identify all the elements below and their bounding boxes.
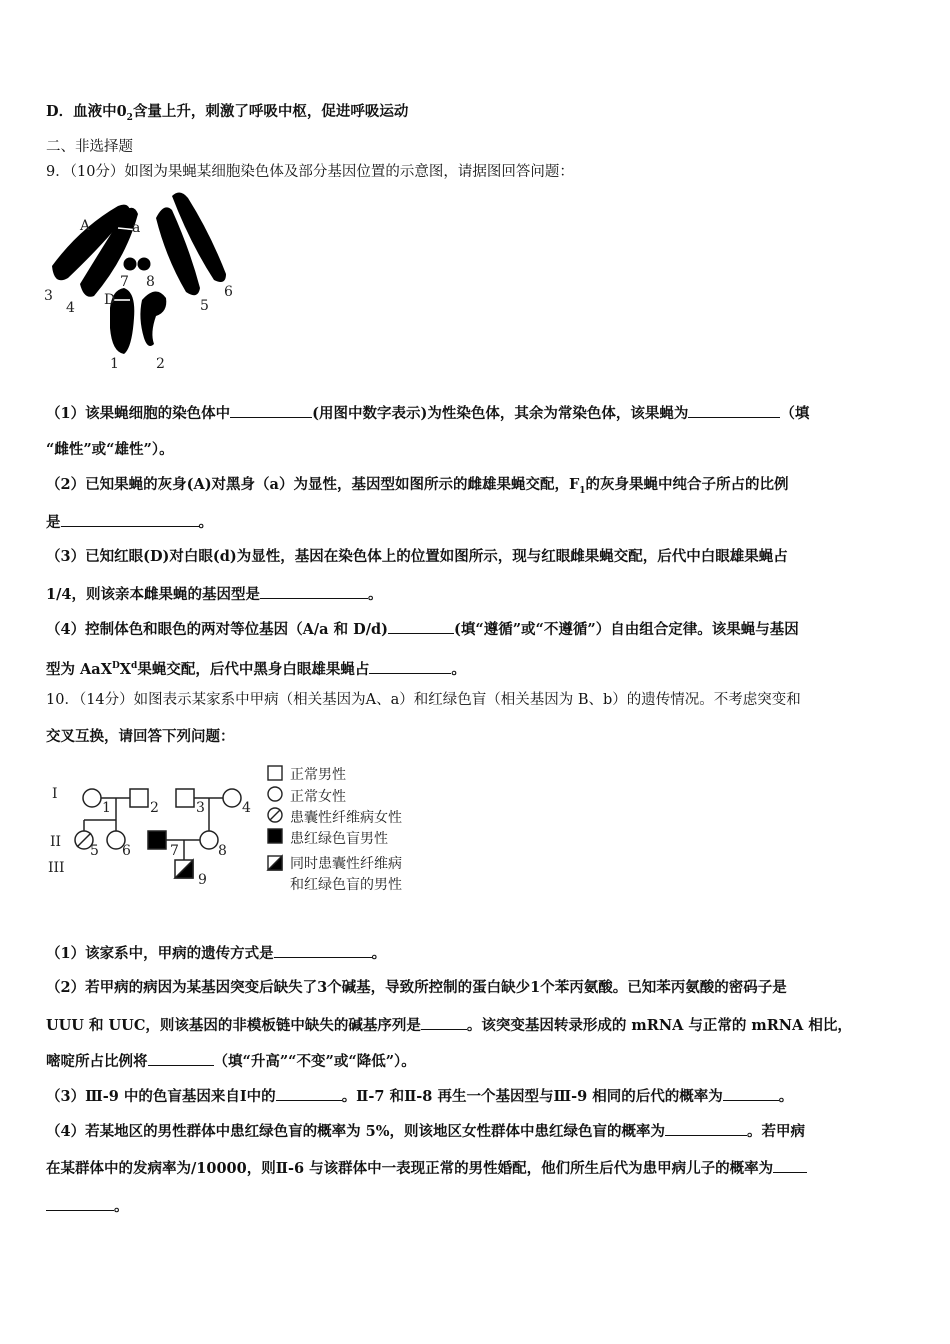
individual-I-1 [83,789,101,807]
q9-part1-cont: “雌性”或“雄性”）。 [46,441,174,458]
legend-normal-male: 正常男性 [290,767,346,783]
pedigree-legend-icons [266,764,286,874]
q10-2-text-b: UUU 和 UUC，则该基因的非模板链中缺失的碱基序列是 [46,1017,421,1034]
individual-I-2 [130,789,148,807]
q10-3-text-a: （3）Ⅲ-9 中的色盲基因来自Ⅰ中的 [46,1088,276,1105]
q10-intro: 10．（14分）如图表示某家系中甲病（相关基因为A、a）和红绿色盲（相关基因为 B、b）的遗传情况。不考虑突变和 [46,692,801,708]
answer-blank[interactable] [274,943,372,958]
q10-4-text-d: 。 [114,1198,129,1215]
chromosome-8 [138,258,151,271]
label-6: 6 [224,284,233,300]
q10-part4-cont2 [46,1196,129,1217]
answer-blank[interactable] [148,1051,214,1066]
q9-4-text-a: （4）控制体色和眼色的两对等位基因（A/a 和 D/d) [46,621,388,638]
label-2: 2 [156,356,165,372]
label-3: 3 [44,288,53,304]
chromosome-7 [124,258,137,271]
q10-part3 [46,1086,793,1107]
individual-II-8 [200,831,218,849]
q9-3-text-b: 1/4，则该亲本雌果蝇的基因型是 [46,586,260,603]
legend-cf-female: 患囊性纤维病女性 [290,810,402,826]
q9-part4 [46,619,799,640]
legend-normal-female: 正常女性 [290,789,346,805]
q10-part2: （2）若甲病的病因为某基因突变后缺失了3个碱基，导致所控制的蛋白缺少1个苯丙氨酸。已知苯丙氨酸的密码子是 [46,979,787,996]
number-4: 4 [242,800,251,816]
q10-part1 [46,943,386,964]
q9-4-text-d: 果蝇交配，后代中黑身白眼雄果蝇占 [137,660,370,678]
q10-4-text-a: （4）若某地区的男性群体中患红绿色盲的概率为 5%，则该地区女性群体中患红绿色盲的概率为 [46,1123,666,1140]
q10-1-text-a: （1）该家系中，甲病的遗传方式是 [46,945,274,962]
number-7: 7 [170,843,179,859]
q9-3-text-c: 。 [367,586,383,603]
q9-2-text-a: （2）已知果蝇的灰身(A)对黑身（a）为显性，基因型如图所示的雌雄果蝇交配，F [46,476,580,493]
option-d-tail: 含量上升，刺激了呼吸中枢，促进呼吸运动 [132,103,409,120]
individual-I-3 [176,789,194,807]
generation-label-III: III [48,860,65,876]
pedigree-chart [44,760,260,890]
legend-normal-male-icon [268,766,282,780]
answer-blank[interactable] [421,1015,467,1030]
answer-blank[interactable] [388,619,454,634]
q9-2-text-d: 。 [198,514,213,531]
individual-II-7 [148,831,166,849]
option-d-text: D．血液中0 [46,103,127,120]
number-8: 8 [218,843,227,859]
q9-1-text-c: （填 [780,405,810,422]
q10-4-text-c: 在某群体中的发病率为/10000，则Ⅱ-6 与该群体中一表现正常的男性婚配，他们所生后代为患甲病儿子的概率为 [46,1160,774,1177]
q10-4-text-b: 。若甲病 [747,1123,806,1140]
q9-part4-cont [46,656,466,680]
q9-4-text-c: 型为 AaX [46,660,112,678]
answer-blank[interactable] [46,1196,114,1211]
superscript-D: D [111,661,120,671]
q10-2-text-c: 。该突变基因转录形成的 mRNA 与正常的 mRNA 相比， [466,1017,852,1034]
q9-4-text-e: 。 [451,660,466,678]
answer-blank[interactable] [260,584,368,599]
number-1: 1 [102,800,111,816]
q10-3-text-c: 。 [778,1088,794,1105]
legend-colorblind-male-icon [268,829,282,843]
f1-subscript: 1 [579,485,586,496]
answer-blank[interactable] [369,659,451,674]
answer-blank[interactable] [276,1086,342,1101]
q9-2-text-c: 是 [46,514,61,531]
answer-blank[interactable] [230,403,312,418]
number-3: 3 [196,800,205,816]
q9-1-text-a: （1）该果蝇细胞的染色体中 [46,405,231,422]
q9-part3: （3）已知红眼(D)对白眼(d)为显性，基因在染色体上的位置如图所示，现与红眼雌果蝇交配，后代中白眼雄果蝇占 [46,548,788,565]
legend-normal-female-icon [268,787,282,801]
generation-label-I: I [52,786,58,802]
section-heading: 二、非选择题 [46,139,133,155]
answer-blank[interactable] [665,1121,747,1136]
answer-blank[interactable] [61,512,199,527]
q10-2-text-d: 嘧啶所占比例将 [46,1053,148,1070]
number-9: 9 [198,872,207,888]
label-7: 7 [120,274,129,290]
q10-2-text-e: （填“升高”“不变”或“降低”）。 [213,1053,416,1070]
q9-part2-cont [46,512,213,533]
q10-part2-cont2 [46,1051,416,1072]
individual-I-4 [223,789,241,807]
label-5: 5 [200,298,209,314]
gene-label-A: A [80,218,91,234]
option-d-line [46,102,408,128]
q10-1-text-b: 。 [371,945,387,962]
q9-4-text-b: (填“遵循”或“不遵循”）自由组合定律。该果蝇与基因 [454,621,799,638]
q9-2-text-b: 的灰身果蝇中纯合子所占的比例 [585,476,789,493]
answer-blank[interactable] [688,403,780,418]
label-4: 4 [66,300,75,316]
superscript-d: d [131,661,138,671]
q9-intro: 9．（10分）如图为果蝇某细胞染色体及部分基因位置的示意图，请据图回答问题： [46,164,574,180]
q9-part3-cont [46,584,382,605]
chromosome-figure [40,188,250,373]
q9-part1 [46,403,809,424]
x-chromosome-symbol: X [119,660,132,678]
answer-blank[interactable] [723,1086,779,1101]
legend-colorblind-male: 患红绿色盲男性 [290,831,388,847]
legend-both-male-1: 同时患囊性纤维病 [290,856,402,872]
q10-3-text-b: 。Ⅱ-7 和Ⅱ-8 再生一个基因型与Ⅲ-9 相同的后代的概率为 [341,1088,723,1105]
label-1: 1 [110,356,119,372]
q10-part4 [46,1121,805,1142]
q9-1-text-b: (用图中数字表示)为性染色体，其余为常染色体，该果蝇为 [312,405,689,422]
legend-both-male-2: 和红绿色盲的男性 [290,877,402,893]
generation-label-II: II [50,834,62,850]
q10-part2-cont [46,1015,852,1036]
q10-intro-cont: 交叉互换，请回答下列问题： [46,728,235,745]
label-8: 8 [146,274,155,290]
gene-label-a: a [132,220,141,236]
number-2: 2 [150,800,159,816]
q9-part2 [46,475,789,501]
number-6: 6 [122,843,131,859]
chromosome-2 [140,291,166,346]
gene-label-D: D [104,292,116,308]
q10-part4-cont [46,1158,807,1179]
answer-blank[interactable] [773,1158,807,1173]
o2-subscript: 2 [126,112,133,123]
number-5: 5 [90,843,99,859]
